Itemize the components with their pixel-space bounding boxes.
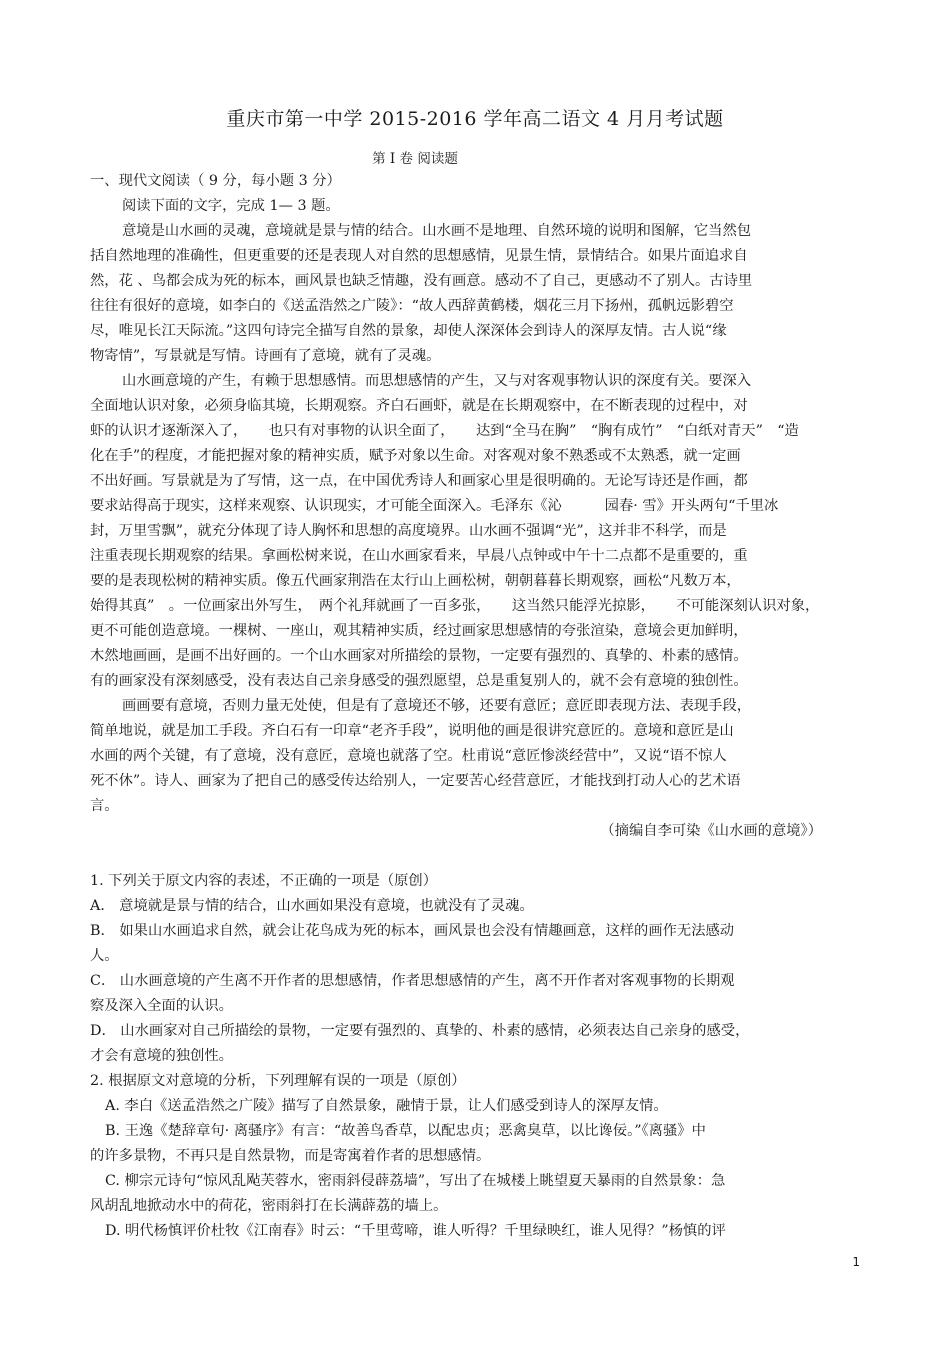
passage-line: 括自然地理的准确性，但更重要的还是表现人对自然的思想感情，见景生情，景情结合。如果片面追求自: [90, 248, 748, 264]
question-1-option-d: D． 山水画家对自己所描绘的景物，一定要有强烈的、真挚的、朴素的感情，必须表达自己亲身的感受，: [90, 1023, 750, 1039]
passage-line: 言。: [90, 798, 119, 814]
question-2-option-b: B. 王逸《楚辞章句· 离骚序》有言：“故善鸟香草，以配忠贞；恶禽臭草，以比谗佞。”《离骚》中: [105, 1123, 706, 1139]
passage-line: 不出好画。写景就是为了写情，这一点，在中国优秀诗人和画家心里是很明确的。无论写诗还是作画，都: [90, 473, 748, 489]
passage-line: 要的是表现松树的精神实质。像五代画家荆浩在太行山上画松树，朝朝暮暮长期观察，画松“凡数万本，: [90, 573, 741, 589]
passage-line: 有的画家没有深刻感受，没有表达自己亲身感受的强烈愿望，总是重复别人的，就不会有意境的独创性。: [90, 673, 748, 689]
exam-title: 重庆市第一中学 2015-2016 学年高二语文 4 月月考试题: [226, 108, 724, 130]
question-2-option-b-cont: 的许多景物，不再只是自然景物，而是寄寓着作者的思想感情。: [90, 1148, 491, 1164]
passage-source: （摘编自李可染《山水画的意境》）: [600, 823, 822, 839]
passage-line: 化在手”的程度，才能把握对象的精神实质，赋予对象以生命。对客观对象不熟悉或不太熟悉，就一定画: [90, 448, 741, 464]
passage-line: 木然地画画，是画不出好画的。一个山水画家对所描绘的景物，一定要有强烈的、真挚的、朴素的感情。: [90, 648, 748, 664]
page-number: 1: [852, 1255, 860, 1269]
passage-line: 全面地认识对象，必须身临其境，长期观察。齐白石画虾，就是在长期观察中，在不断表现的过程中，对: [90, 398, 748, 414]
question-2-option-d: D. 明代杨慎评价杜牧《江南春》时云：“千里莺啼，谁人听得？千里绿映红，谁人见得？”杨慎的评: [105, 1223, 726, 1239]
passage-line: 画画要有意境，否则力量无处使，但是有了意境还不够，还要有意匠；意匠即表现方法、表现手段，: [122, 698, 752, 714]
passage-line: 意境是山水画的灵魂，意境就是景与情的结合。山水画不是地理、自然环境的说明和图解，它当然包: [122, 223, 752, 239]
passage-line: 物寄情”，写景就是写情。诗画有了意境，就有了灵魂。: [90, 348, 441, 364]
question-2-option-c: C. 柳宗元诗句“惊风乱飐芙蓉水，密雨斜侵薜荔墙”，写出了在城楼上眺望夏天暴雨的自然景象：急: [105, 1173, 726, 1189]
passage-line: 更不可能创造意境。一棵树、一座山，观其精神实质，经过画家思想感情的夸张渲染，意境会更加鲜明，: [90, 623, 748, 639]
passage-line: 注重表现长期观察的结果。拿画松树来说，在山水画家看来，早晨八点钟或中午十二点都不是重要的，重: [90, 548, 748, 564]
question-1-option-d-cont: 才会有意境的独创性。: [90, 1048, 233, 1064]
passage-line: 始得其真” 。一位画家出外写生， 两个礼拜就画了一百多张， 这当然只能浮光掠影， 不可能深刻认识对象，: [90, 598, 820, 614]
passage-line: 尽，唯见长江天际流。”这四句诗完全描写自然的景象，却使人深深体会到诗人的深厚友情。古人说“缘: [90, 323, 727, 339]
passage-line: 山水画意境的产生，有赖于思想感情。而思想感情的产生，又与对客观事物认识的深度有关。要深入: [122, 373, 752, 389]
passage-line: 封，万里雪飘”，就充分体现了诗人胸怀和思想的高度境界。山水画不强调“光”，这并非不科学，而是: [90, 523, 727, 539]
reading-instruction: 阅读下面的文字，完成 1— 3 题。: [122, 198, 340, 214]
passage-line: 虾的认识才逐渐深入了， 也只有对事物的认识全面了， 达到“全马在胸” “胸有成竹” “白纸对青天” “造: [90, 423, 799, 439]
passage-line: 简单地说，就是加工手段。齐白石有一印章“老齐手段”，说明他的画是很讲究意匠的。意境和意匠是山: [90, 723, 734, 739]
passage-line: 要求站得高于现实，这样来观察、认识现实，才可能全面深入。毛泽东《沁 园春· 雪》开头两句“千里冰: [90, 498, 779, 514]
passage-line: 然，花 、鸟都会成为死的标本，画风景也缺乏情趣，没有画意。感动不了自己，更感动不了别人。古诗里: [90, 273, 753, 289]
question-1-option-b-cont: 人。: [90, 948, 119, 964]
passage-line: 水画的两个关键，有了意境，没有意匠，意境也就落了空。杜甫说“意匠惨淡经营中”，又说“语不惊人: [90, 748, 727, 764]
question-1-stem: 1. 下列关于原文内容的表述，不正确的一项是（原创）: [90, 873, 438, 889]
section-heading: 一、现代文阅读（ 9 分，每小题 3 分）: [90, 173, 341, 189]
question-1-option-a: A． 意境就是景与情的结合，山水画如果没有意境，也就没有了灵魂。: [90, 898, 534, 914]
volume-subtitle: 第 I 卷 阅读题: [372, 151, 458, 167]
question-1-option-b: B． 如果山水画追求自然，就会让花鸟成为死的标本，画风景也会没有情趣画意，这样的画作无法感动: [90, 923, 735, 939]
question-2-option-c-cont: 风胡乱地掀动水中的荷花，密雨斜打在长满薜荔的墙上。: [90, 1198, 448, 1214]
passage-line: 死不休”。诗人、画家为了把自己的感受传达给别人，一定要苦心经营意匠，才能找到打动人心的艺术语: [90, 773, 741, 789]
passage-line: 往往有很好的意境，如李白的《送孟浩然之广陵》：“故人西辞黄鹤楼，烟花三月下扬州，孤帆远影碧空: [90, 298, 734, 314]
question-2-stem: 2. 根据原文对意境的分析，下列理解有误的一项是（原创）: [90, 1073, 466, 1089]
question-1-option-c: C． 山水画意境的产生离不开作者的思想感情，作者思想感情的产生，离不开作者对客观事物的长期观: [90, 973, 735, 989]
question-1-option-c-cont: 察及深入全面的认识。: [90, 998, 233, 1014]
question-2-option-a: A. 李白《送孟浩然之广陵》描写了自然景象，融情于景，让人们感受到诗人的深厚友情。: [105, 1098, 668, 1114]
